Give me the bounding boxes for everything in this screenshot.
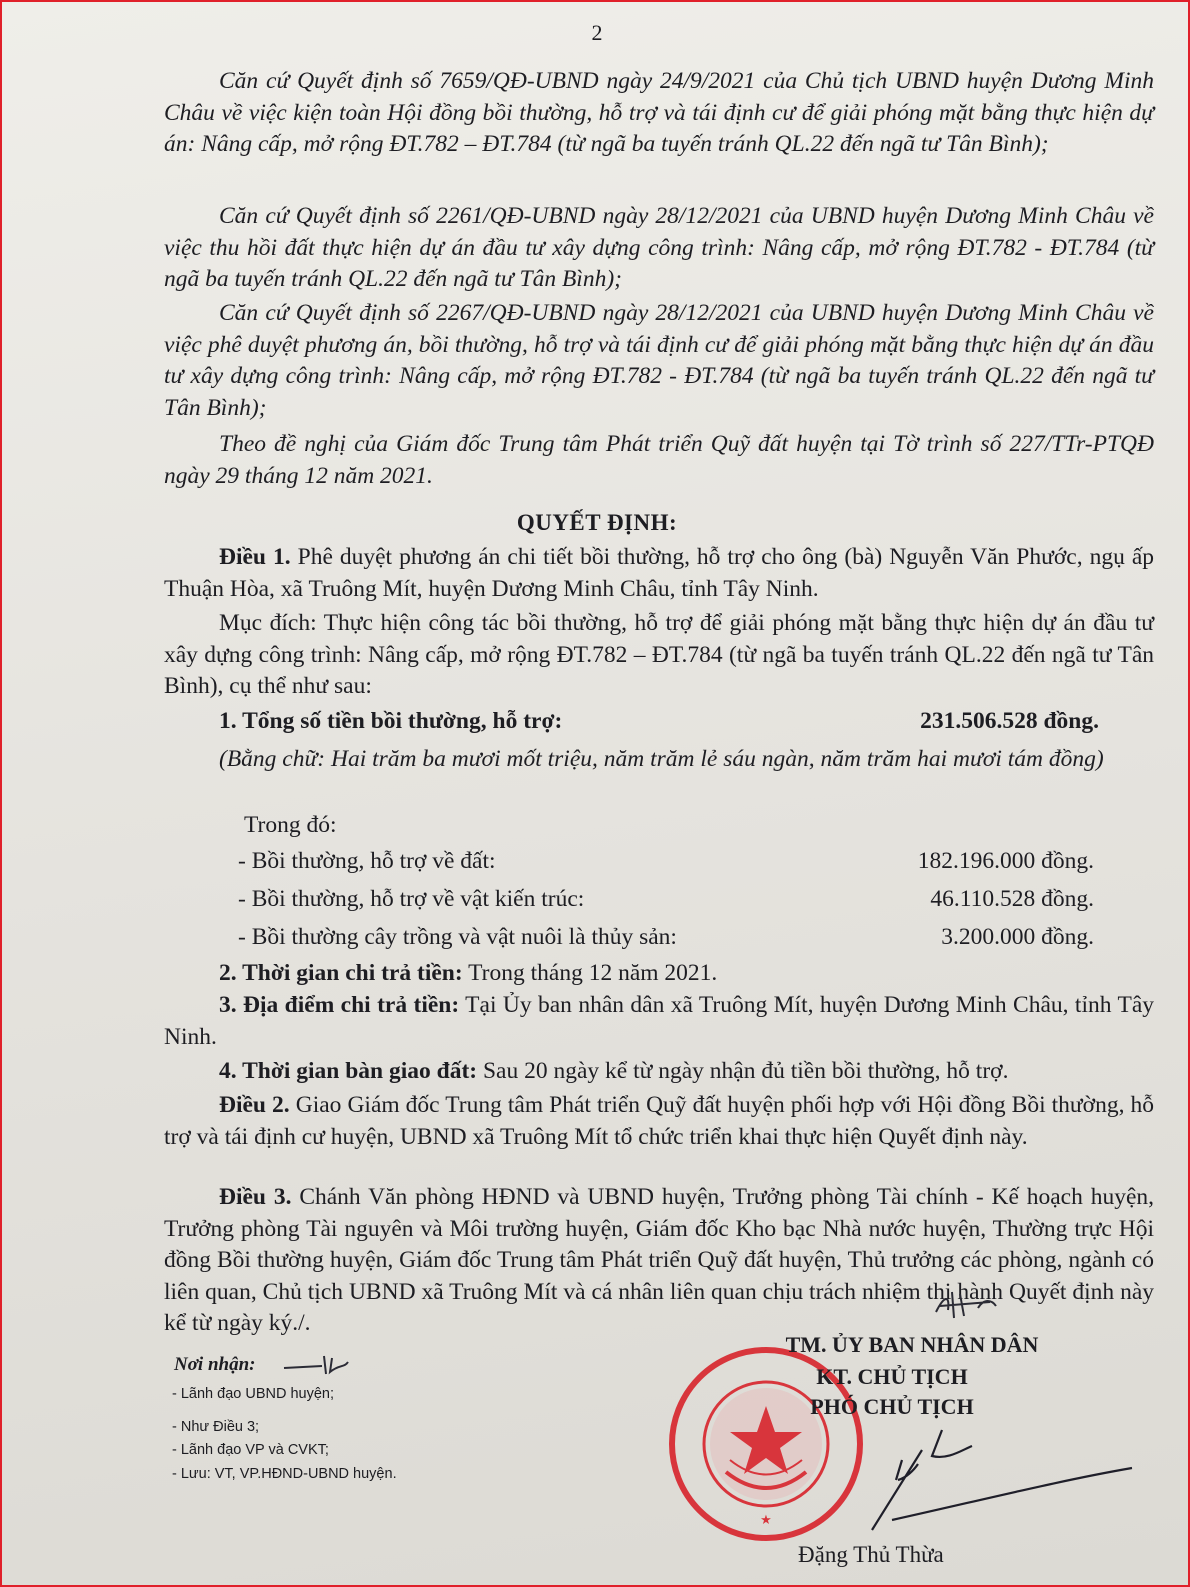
article-2: [164, 1090, 1154, 1153]
decision-title: QUYẾT ĐỊNH:: [516, 510, 678, 535]
breakdown-label: - Bồi thường cây trồng và vật nuôi là thủy sản:: [238, 924, 677, 950]
breakdown-label: - Bồi thường, hỗ trợ về vật kiến trúc:: [238, 886, 585, 912]
recipients-title: Nơi nhận:: [174, 1354, 256, 1375]
signature-line-2: KT. CHỦ TỊCH: [816, 1364, 968, 1389]
handwritten-signature-icon: [862, 1420, 1142, 1540]
svg-text:★: ★: [760, 1512, 772, 1527]
article-3-text: Chánh Văn phòng HĐND và UBND huyện, Trưởng phòng Tài chính - Kế hoạch huyện, Trưởng phòng Tài nguyên và Môi trường huyện, Giám đốc Kho bạc Nhà nước huyện, Thường trực Hội đồng Bồi thường huyện, Giám đốc Trung tâm Phát triển Quỹ đất huyện, Thủ trưởng các phòng, ngành có liên quan, Chủ tịch UBND xã Truông Mít và cá nhân liên quan chịu trách nhiệm thi hành Quyết định này kể từ ngày ký./.: [164, 1184, 1154, 1336]
item-4-text: Sau 20 ngày kể từ ngày nhận đủ tiền bồi thường, hỗ trợ.: [482, 1058, 1009, 1084]
preamble-3: Căn cứ Quyết định số 2267/QĐ-UBND ngày 28/12/2021 của UBND huyện Dương Minh Châu về việc phê duyệt phương án, bồi thường, hỗ trợ và tái định cư để giải phóng mặt bằng thực hiện dự án đầu tư xây dựng công trình: Nâng cấp, mở rộng ĐT.782 - ĐT.784 (từ ngã ba tuyến tránh QL.22 đến ngã tư Tân Bình);: [164, 300, 1154, 421]
item-2-label: 2. Thời gian chi trả tiền:: [219, 960, 463, 986]
item-2-text: Trong tháng 12 năm 2021.: [468, 960, 718, 986]
preamble-4: Theo đề nghị của Giám đốc Trung tâm Phát triển Quỹ đất huyện tại Tờ trình số 227/TTr-PTQĐ ngày 29 tháng 12 năm 2021.: [164, 431, 1154, 489]
signature-line-1: TM. ỦY BAN NHÂN DÂN: [785, 1332, 1039, 1357]
article-1: [164, 542, 1154, 605]
article-2-text: Giao Giám đốc Trung tâm Phát triển Quỹ đất huyện phối hợp với Hội đồng Bồi thường, hỗ trợ và tái định cư huyện, UBND xã Truông Mít tổ chức triển khai thực hiện Quyết định này.: [164, 1092, 1155, 1150]
item-4-label: 4. Thời gian bàn giao đất:: [219, 1058, 478, 1084]
article-3-label: Điều 3.: [219, 1184, 292, 1210]
breakdown-amount: 46.110.528 đồng.: [930, 886, 1094, 912]
recipient-item: - Lãnh đạo VP và CVKT;: [172, 1442, 329, 1458]
preamble-2: Căn cứ Quyết định số 2261/QĐ-UBND ngày 28/12/2021 của UBND huyện Dương Minh Châu về việc thu hồi đất thực hiện dự án đầu tư xây dựng công trình: Nâng cấp, mở rộng ĐT.782 - ĐT.784 (từ ngã ba tuyến tránh QL.22 đến ngã tư Tân Bình);: [164, 203, 1154, 292]
recipient-item: - Như Điều 3;: [172, 1419, 260, 1435]
breakdown-label: - Bồi thường, hỗ trợ về đất:: [238, 848, 496, 874]
article-2-label: Điều 2.: [219, 1092, 290, 1118]
breakdown-amount: 182.196.000 đồng.: [917, 848, 1094, 874]
total-in-words: (Bằng chữ: Hai trăm ba mươi mốt triệu, năm trăm lẻ sáu ngàn, năm trăm hai mươi tám đồng): [219, 746, 1104, 772]
total-label: 1. Tổng số tiền bồi thường, hỗ trợ:: [219, 708, 563, 734]
item-3: [164, 990, 1154, 1053]
article-3: [164, 1182, 1154, 1340]
article-1-purpose: Mục đích: Thực hiện công tác bồi thường, hỗ trợ để giải phóng mặt bằng thực hiện dự án đầu tư xây dựng công trình: Nâng cấp, mở rộng ĐT.782 – ĐT.784 (từ ngã ba tuyến tránh QL.22 đến ngã tư Tân Bình), cụ thể như sau:: [164, 610, 1154, 699]
preamble-1: Căn cứ Quyết định số 7659/QĐ-UBND ngày 24/9/2021 của Chủ tịch UBND huyện Dương Minh Châu về việc kiện toàn Hội đồng bồi thường, hỗ trợ và tái định cư để giải phóng mặt bằng thực hiện dự án: Nâng cấp, mở rộng ĐT.782 – ĐT.784 (từ ngã ba tuyến tránh QL.22 đến ngã tư Tân Bình);: [164, 68, 1154, 157]
page-number: 2: [591, 20, 603, 45]
item-4: [164, 1056, 1154, 1088]
signer-name: Đặng Thủ Thừa: [798, 1542, 944, 1567]
breakdown-amount: 3.200.000 đồng.: [941, 924, 1094, 950]
article-1-label: Điều 1.: [219, 544, 291, 570]
recipient-item: - Lưu: VT, VP.HĐND-UBND huyện.: [172, 1466, 397, 1482]
item-3-text: Tại Ủy ban nhân dân xã Truông Mít, huyện Dương Minh Châu, tỉnh Tây Ninh.: [164, 992, 1154, 1050]
recipients-pen-mark-icon: [282, 1350, 352, 1380]
signature-line-3: PHÓ CHỦ TỊCH: [810, 1394, 974, 1419]
initial-mark-icon: [930, 1288, 1000, 1324]
item-3-label: 3. Địa điểm chi trả tiền:: [219, 992, 460, 1018]
total-amount: 231.506.528 đồng.: [920, 708, 1099, 734]
recipient-item: - Lãnh đạo UBND huyện;: [172, 1386, 335, 1402]
article-1-text: Phê duyệt phương án chi tiết bồi thường, hỗ trợ cho ông (bà) Nguyễn Văn Phước, ngụ ấp Thuận Hòa, xã Truông Mít, huyện Dương Minh Châu, tỉnh Tây Ninh.: [164, 544, 1155, 602]
item-2: [164, 958, 1154, 990]
breakdown-intro: Trong đó:: [244, 812, 337, 838]
